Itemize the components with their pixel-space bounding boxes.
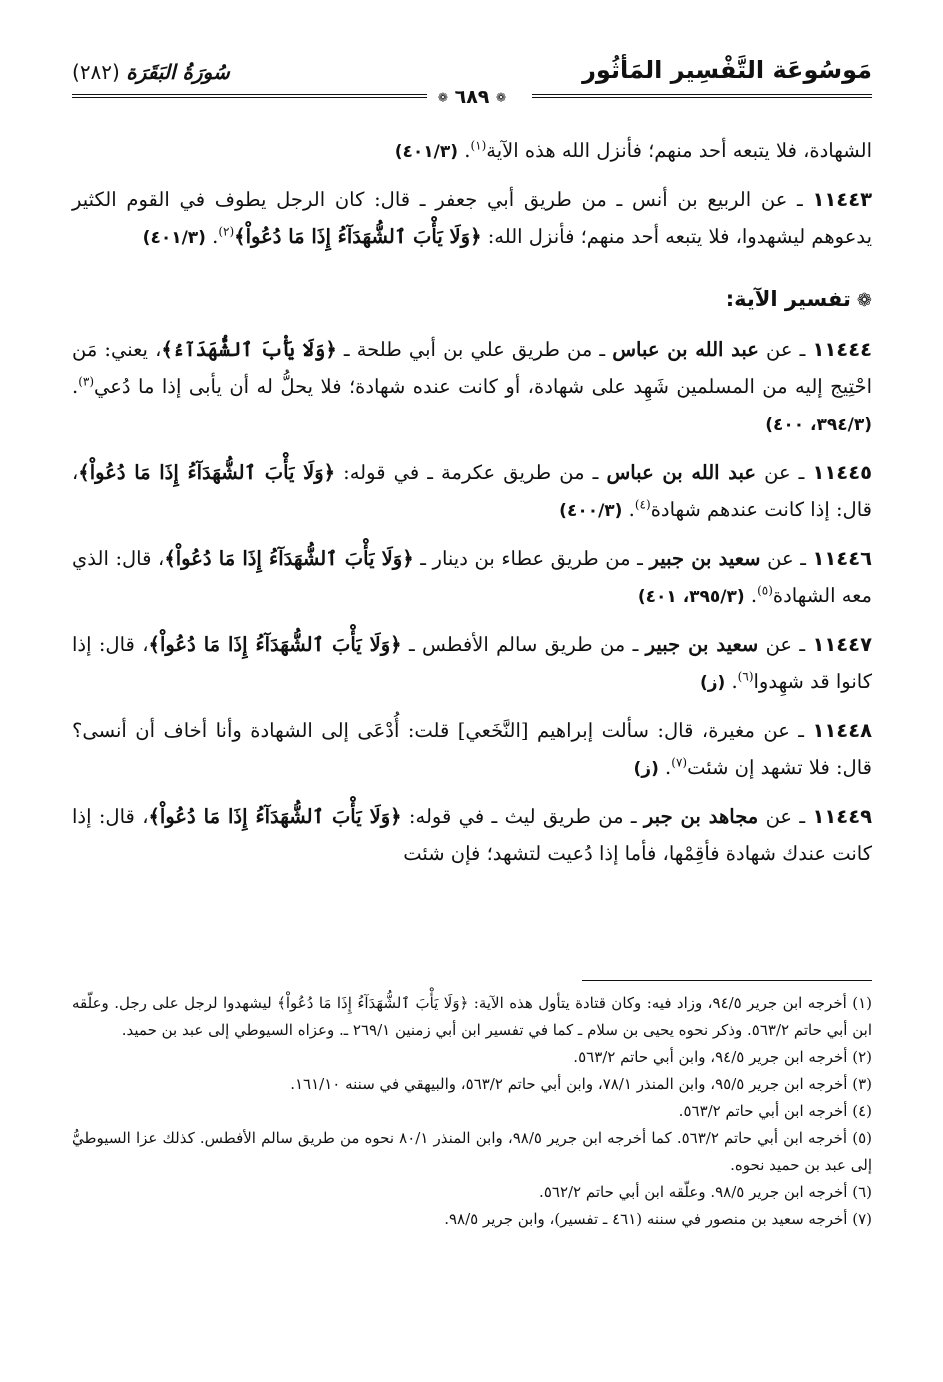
entry-number: ١١٤٤٦ <box>812 547 873 570</box>
quran-quote: ﴿وَلَا يَأْبَ ٱلشُّهَدَآءُ إِذَا مَا دُعُواْ﴾ <box>234 225 482 248</box>
footnote: (١) أخرجه ابن جرير ٩٤/٥، وزاد فيه: وكان قتادة يتأول هذه الآية: ﴿وَلَا يَأْبَ ٱلشُّهَدَآءُ إِذَا مَا دُعُواْ﴾ ليشهدوا لرجل على رجل. وعلّقه ابن أبي حاتم ٥٦٣/٢. وذكر نحوه يحيى بن سلام ـ كما في تفسير ابن أبي زمنين ٢٦٩/١ ـ. وعزاه السيوطي إلى عبد بن حميد. <box>72 994 872 1039</box>
entry-number: ١١٤٤٣ <box>812 188 872 211</box>
header-rule <box>72 86 872 108</box>
footnote: (٣) أخرجه ابن جرير ٩٥/٥، وابن المنذر ٧٨/١، وابن أبي حاتم ٥٦٣/٢، والبيهقي في سننه ١٦١/١٠. <box>290 1075 872 1093</box>
verse-number: (٢٨٢) <box>72 60 120 84</box>
entry-number: ١١٤٤٥ <box>812 461 872 484</box>
book-page <box>72 52 872 1352</box>
footnote-marker: (٤) <box>634 497 651 512</box>
ornament-icon: ❁ <box>437 90 448 105</box>
narrator-name: سعيد بن جبير <box>649 547 761 570</box>
entry-number: ١١٤٤٩ <box>812 805 872 828</box>
footnote-marker: (٢) <box>218 224 235 239</box>
volume-reference: (٤٠١/٣) <box>394 142 459 162</box>
section-heading: ❁تفسير الآية: <box>725 287 872 311</box>
entry-11445: ١١٤٤٥ ـ عن عبد الله بن عباس ـ من طريق عكرمة ـ في قوله: ﴿وَلَا يَأْبَ ٱلشُّهَدَآءُ إِذَا مَا دُعُواْ﴾، قال: إذا كانت عندهم شهادة$^{(٤)}$. (٤٠٠/٣) <box>72 461 872 521</box>
entry-11443: ١١٤٤٣ ـ عن الربيع بن أنس ـ من طريق أبي جعفر ـ قال: كان الرجل يطوف في القوم الكثير يدعوهم ليشهدوا، فلا يتبعه أحد منهم؛ فأنزل الله: ﴿وَلَا يَأْبَ ٱلشُّهَدَآءُ إِذَا مَا دُعُواْ﴾$^{(٢)}$. (٤٠١/٣) <box>72 188 872 248</box>
volume-reference: (٣٩٤/٣، ٤٠٠) <box>765 415 872 435</box>
header-rule-right <box>532 94 872 98</box>
ornament-icon: ❁ <box>496 90 507 105</box>
flower-icon: ❁ <box>856 290 872 311</box>
footnote-marker: (١) <box>470 138 487 153</box>
running-header <box>72 52 872 90</box>
entry-number: ١١٤٤٤ <box>812 338 872 361</box>
narrator-name: عبد الله بن عباس <box>612 338 759 361</box>
volume-reference: (ز) <box>633 759 659 779</box>
footnote: (٤) أخرجه ابن أبي حاتم ٥٦٣/٢. <box>678 1102 872 1120</box>
footnote-marker: (٣) <box>78 374 95 389</box>
page-number: ٦٨٩ <box>454 86 490 108</box>
volume-reference: (٤٠٠/٣) <box>559 501 623 521</box>
book-title: مَوسُوعَة التَّفْسِير المَأثُور <box>582 56 872 84</box>
entry-number: ١١٤٤٨ <box>812 719 872 742</box>
quran-quote: ﴿وَلَا يَأْبَ ٱلشُّهَدَآءُ إِذَا مَا دُعُواْ﴾ <box>148 805 402 828</box>
footnote-marker: (٦) <box>737 669 754 684</box>
footnote: (٧) أخرجه سعيد بن منصور في سننه (٤٦١ ـ تفسير)، وابن جرير ٩٨/٥. <box>444 1210 872 1228</box>
volume-reference: (ز) <box>699 673 726 693</box>
quran-quote: ﴿وَلَا يَأْبَ ٱلشُّهَدَآءُ إِذَا مَا دُعُواْ﴾ <box>78 461 336 484</box>
surah-reference <box>72 60 230 84</box>
entry-11444: ١١٤٤٤ ـ عن عبد الله بن عباس ـ من طريق علي بن أبي طلحة ـ ﴿وَلَا يَأْبَ ٱلشُّهَدَآءُ﴾، يعني: مَن احْتِيج إليه من المسلمين شَهِد على شهادة، أو كانت عنده شهادة؛ فلا يحلُّ له أن يأبى إذا ما دُعي$^{(٣)}$. (٣٩٤/٣، ٤٠٠) <box>72 338 872 435</box>
quran-quote: ﴿وَلَا يَأْبَ ٱلشُّهَدَآءُ إِذَا مَا دُعُواْ﴾ <box>148 633 402 656</box>
header-rule-left <box>72 94 427 98</box>
paragraph-continuation: الشهادة، فلا يتبعه أحد منهم؛ فأنزل الله هذه الآية$^{(١)}$. (٤٠١/٣) <box>394 138 872 162</box>
entry-11449: ١١٤٤٩ ـ عن مجاهد بن جبر ـ من طريق ليث ـ في قوله: ﴿وَلَا يَأْبَ ٱلشُّهَدَآءُ إِذَا مَا دُعُواْ﴾، قال: إذا كانت عندك شهادة فأقِمْها، فأما إذا دُعيت لتشهد؛ فإن شئت <box>72 805 872 865</box>
surah-name: سُورَةُ البَقَرَة <box>126 60 230 84</box>
entry-11446: ١١٤٤٦ ـ عن سعيد بن جبير ـ من طريق عطاء بن دينار ـ ﴿وَلَا يَأْبَ ٱلشُّهَدَآءُ إِذَا مَا دُعُواْ﴾، قال: الذي معه الشهادة$^{(٥)}$. (٣٩٥/٣، ٤٠١) <box>72 547 873 607</box>
footnote-marker: (٧) <box>671 755 688 770</box>
footnote-marker: (٥) <box>757 583 773 598</box>
footnote-separator <box>582 980 872 981</box>
footnote: (٢) أخرجه ابن جرير ٩٤/٥، وابن أبي حاتم ٥٦٣/٢. <box>573 1048 872 1066</box>
footnote: (٥) أخرجه ابن أبي حاتم ٥٦٣/٢. كما أخرجه ابن جرير ٩٨/٥، وابن المنذر ٨٠/١ نحوه من طريق سالم الأفطس. كذلك عزا السيوطيُّ إلى عبد بن حميد نحوه. <box>72 1129 872 1174</box>
quran-quote: ﴿وَلَا يَأْبَ ٱلشُّهَدَآءُ﴾ <box>161 338 337 361</box>
narrator-name: سعيد بن جبير <box>645 633 759 656</box>
page-number-box <box>417 86 527 108</box>
entry-number: ١١٤٤٧ <box>812 633 872 656</box>
footnotes <box>72 990 872 1233</box>
volume-reference: (٣٩٥/٣، ٤٠١) <box>637 587 745 607</box>
main-text <box>72 132 872 882</box>
footnote: (٦) أخرجه ابن جرير ٩٨/٥. وعلّقه ابن أبي حاتم ٥٦٢/٢. <box>539 1183 872 1201</box>
entry-11448: ١١٤٤٨ ـ عن مغيرة، قال: سألت إبراهيم [النَّخَعي] قلت: أُدْعَى إلى الشهادة وأنا أخاف أن أنسى؟ قال: فلا تشهد إن شئت$^{(٧)}$. (ز) <box>72 719 872 779</box>
narrator-name: مجاهد بن جبر <box>643 805 759 828</box>
narrator-name: عبد الله بن عباس <box>606 461 757 484</box>
volume-reference: (٤٠١/٣) <box>142 228 206 248</box>
entry-11447: ١١٤٤٧ ـ عن سعيد بن جبير ـ من طريق سالم الأفطس ـ ﴿وَلَا يَأْبَ ٱلشُّهَدَآءُ إِذَا مَا دُعُواْ﴾، قال: إذا كانوا قد شهِدوا$^{(٦)}$. (ز) <box>72 633 872 693</box>
quran-quote: ﴿وَلَا يَأْبَ ٱلشُّهَدَآءُ إِذَا مَا دُعُواْ﴾ <box>164 547 414 570</box>
